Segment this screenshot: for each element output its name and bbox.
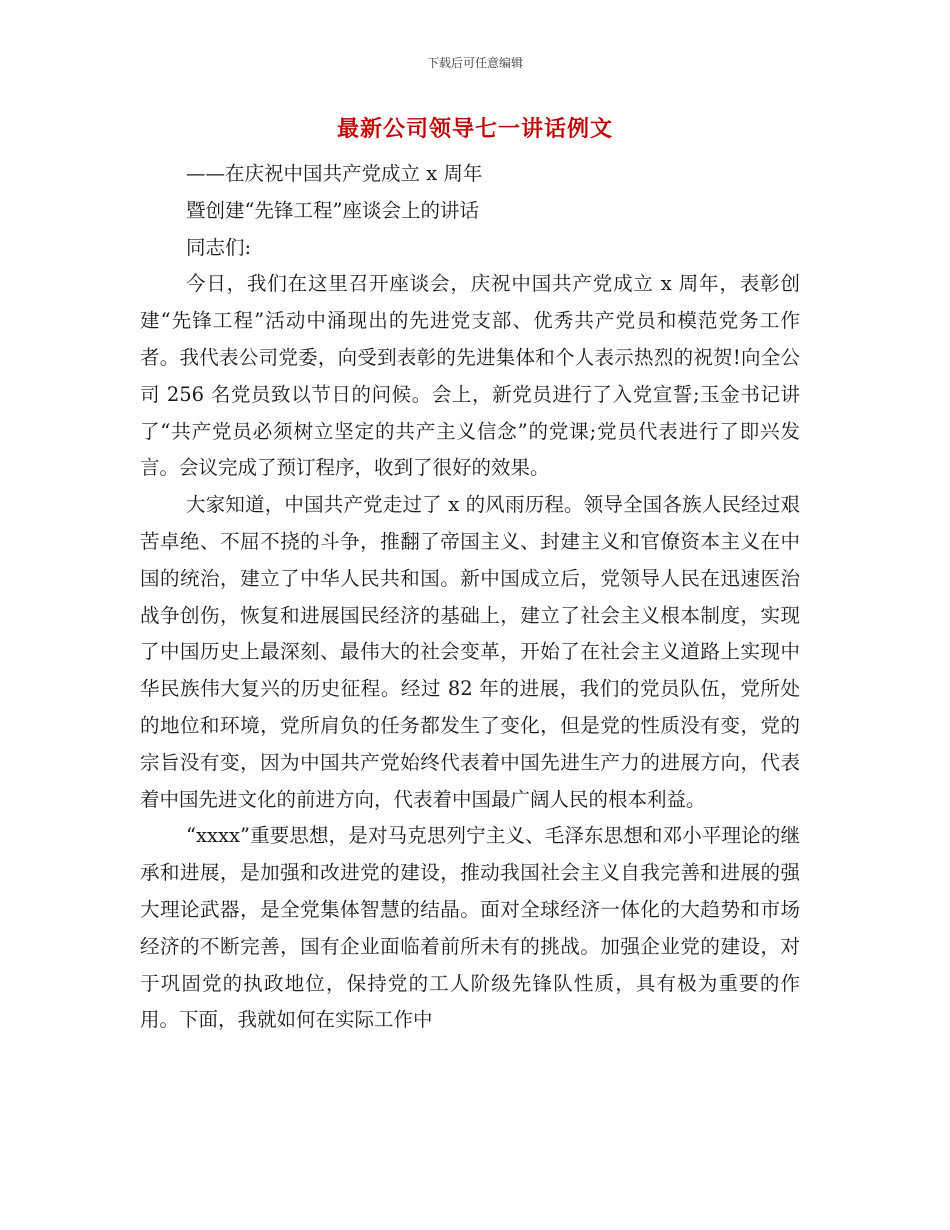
paragraph-2: 大家知道，中国共产党走过了 x 的风雨历程。领导全国各族人民经过艰苦卓绝、不屈不挠的斗争，推翻了帝国主义、封建主义和官僚资本主义在中国的统治，建立了中华人民共和国。新中国成立后，党领导人民在迅速医治战争创伤，恢复和进展国民经济的基础上，建立了社会主义根本制度，实现了中国历史上最深刻、最伟大的社会变革，开始了在社会主义道路上实现中华民族伟大复兴的历史征程。经过 82 年的进展，我们的党员队伍，党所处的地位和环境，党所肩负的任务都发生了变化，但是党的性质没有变，党的宗旨没有变，因为中国共产党始终代表着中国先进生产力的进展方向，代表着中国先进文化的前进方向，代表着中国最广阔人民的根本利益。 xyxy=(140,493,800,811)
paragraph-1: 今日，我们在这里召开座谈会，庆祝中国共产党成立 x 周年，表彰创建“先锋工程”活动中涌现出的先进党支部、优秀共产党员和模范党务工作者。我代表公司党委，向受到表彰的先进集体和个人表示热烈的祝贺!向全公司 256 名党员致以节日的问候。会上，新党员进行了入党宣誓;玉金书记讲了“共产党员必须树立坚定的共产主义信念”的党课;党员代表进行了即兴发言。会议完成了预订程序，收到了很好的效果。 xyxy=(140,272,800,480)
document-body xyxy=(140,156,800,1039)
paragraph-3: “xxxx”重要思想，是对马克思列宁主义、毛泽东思想和邓小平理论的继承和进展，是加强和改进党的建设，推动我国社会主义自我完善和进展的强大理论武器，是全党集体智慧的结晶。面对全球经济一体化的大趋势和市场经济的不断完善，国有企业面临着前所未有的挑战。加强企业党的建设，对于巩固党的执政地位，保持党的工人阶级先锋队性质，具有极为重要的作用。下面，我就如何在实际工作中 xyxy=(140,824,800,1032)
header-note: 下载后可任意编辑 xyxy=(426,56,523,70)
subtitle-line-1: ——在庆祝中国共产党成立 x 周年 xyxy=(186,162,483,185)
document-title: 最新公司领导七一讲话例文 xyxy=(336,117,613,142)
subtitle-line-2: 暨创建“先锋工程”座谈会上的讲话 xyxy=(186,198,479,222)
salutation: 同志们: xyxy=(186,235,252,259)
